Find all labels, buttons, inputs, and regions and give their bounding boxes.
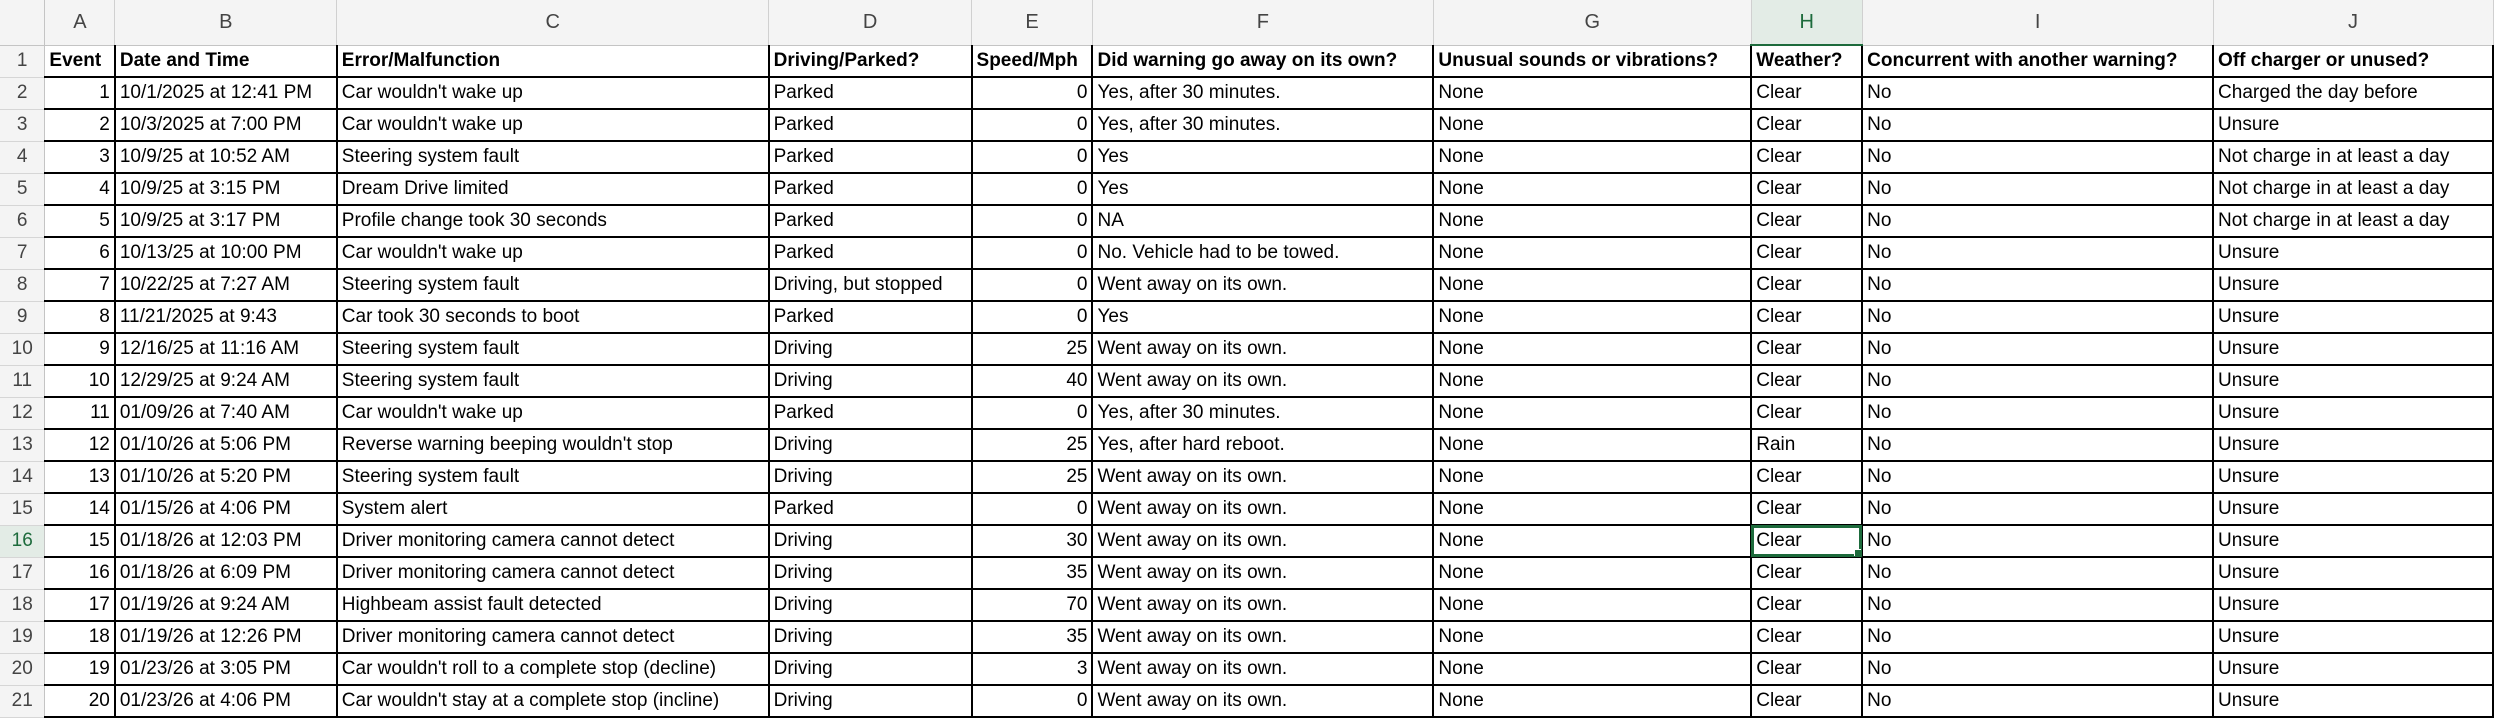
cell[interactable]: Clear [1751, 461, 1862, 493]
cell[interactable]: 2 [45, 109, 115, 141]
cell[interactable]: None [1433, 77, 1751, 109]
cell[interactable]: Driver monitoring camera cannot detect [337, 525, 769, 557]
header-cell[interactable]: Off charger or unused? [2213, 45, 2493, 77]
cell[interactable]: Not charge in at least a day [2213, 141, 2493, 173]
cell[interactable]: 01/10/26 at 5:20 PM [115, 461, 337, 493]
row-header[interactable]: 18 [0, 589, 45, 621]
cell[interactable]: None [1433, 301, 1751, 333]
cell[interactable]: Clear [1751, 685, 1862, 717]
cell[interactable]: Dream Drive limited [337, 173, 769, 205]
cell[interactable]: 13 [45, 461, 115, 493]
row-header[interactable]: 20 [0, 653, 45, 685]
cell[interactable]: Unsure [2213, 237, 2493, 269]
cell[interactable]: Clear [1751, 173, 1862, 205]
row-header[interactable]: 4 [0, 141, 45, 173]
header-cell[interactable]: Driving/Parked? [769, 45, 972, 77]
cell[interactable]: Driving [769, 557, 972, 589]
cell[interactable]: Parked [769, 493, 972, 525]
cell[interactable]: 1 [45, 77, 115, 109]
cell[interactable]: 10/3/2025 at 7:00 PM [115, 109, 337, 141]
cell[interactable]: Went away on its own. [1092, 621, 1433, 653]
cell[interactable]: Went away on its own. [1092, 525, 1433, 557]
column-header-a[interactable]: A [45, 0, 115, 45]
row-header[interactable]: 17 [0, 557, 45, 589]
row-header[interactable]: 15 [0, 493, 45, 525]
cell[interactable]: Unsure [2213, 653, 2493, 685]
table-row [0, 141, 2493, 173]
cell[interactable]: Unsure [2213, 557, 2493, 589]
header-row [0, 45, 2493, 77]
table-row [0, 653, 2493, 685]
cell[interactable]: Clear [1751, 557, 1862, 589]
cell[interactable]: 6 [45, 237, 115, 269]
cell[interactable]: Steering system fault [337, 461, 769, 493]
row-header[interactable]: 2 [0, 77, 45, 109]
table-row [0, 173, 2493, 205]
cell[interactable]: 25 [972, 429, 1093, 461]
cell[interactable]: 10/22/25 at 7:27 AM [115, 269, 337, 301]
cell[interactable]: 17 [45, 589, 115, 621]
cell[interactable]: Went away on its own. [1092, 653, 1433, 685]
column-header-e[interactable]: E [972, 0, 1093, 45]
cell[interactable]: Went away on its own. [1092, 365, 1433, 397]
table-row [0, 301, 2493, 333]
cell[interactable]: Unsure [2213, 109, 2493, 141]
cell[interactable]: Steering system fault [337, 269, 769, 301]
cell[interactable]: Yes, after hard reboot. [1092, 429, 1433, 461]
header-cell[interactable]: Concurrent with another warning? [1862, 45, 2213, 77]
cell[interactable]: Driving [769, 333, 972, 365]
row-header[interactable]: 13 [0, 429, 45, 461]
cell[interactable]: Clear [1751, 141, 1862, 173]
cell[interactable]: Clear [1751, 397, 1862, 429]
cell[interactable]: Yes [1092, 173, 1433, 205]
cell[interactable]: 01/19/26 at 9:24 AM [115, 589, 337, 621]
cell[interactable]: 10/13/25 at 10:00 PM [115, 237, 337, 269]
grid-body [0, 45, 2493, 717]
cell[interactable]: No [1862, 141, 2213, 173]
cell[interactable]: Charged the day before [2213, 77, 2493, 109]
cell[interactable]: 7 [45, 269, 115, 301]
column-header-c[interactable]: C [337, 0, 769, 45]
cell[interactable]: Yes [1092, 301, 1433, 333]
cell[interactable]: 0 [972, 237, 1093, 269]
cell[interactable]: 35 [972, 557, 1093, 589]
cell[interactable]: 35 [972, 621, 1093, 653]
cell[interactable]: 25 [972, 333, 1093, 365]
cell[interactable]: 8 [45, 301, 115, 333]
cell[interactable]: Parked [769, 397, 972, 429]
row-header[interactable]: 10 [0, 333, 45, 365]
row-header[interactable]: 3 [0, 109, 45, 141]
cell[interactable]: Driver monitoring camera cannot detect [337, 621, 769, 653]
cell[interactable]: 01/10/26 at 5:06 PM [115, 429, 337, 461]
cell[interactable]: Went away on its own. [1092, 269, 1433, 301]
cell[interactable]: None [1433, 653, 1751, 685]
cell[interactable]: Unsure [2213, 429, 2493, 461]
cell[interactable]: None [1433, 365, 1751, 397]
cell[interactable]: Driving [769, 621, 972, 653]
cell[interactable]: 12/29/25 at 9:24 AM [115, 365, 337, 397]
row-header[interactable]: 14 [0, 461, 45, 493]
cell[interactable]: Car took 30 seconds to boot [337, 301, 769, 333]
cell[interactable]: 01/18/26 at 12:03 PM [115, 525, 337, 557]
cell[interactable]: Parked [769, 237, 972, 269]
cell[interactable]: 01/09/26 at 7:40 AM [115, 397, 337, 429]
cell[interactable]: 19 [45, 653, 115, 685]
cell[interactable]: Unsure [2213, 333, 2493, 365]
cell[interactable]: No [1862, 77, 2213, 109]
cell[interactable]: Went away on its own. [1092, 461, 1433, 493]
row-header[interactable]: 7 [0, 237, 45, 269]
cell[interactable]: 0 [972, 77, 1093, 109]
cell[interactable]: Unsure [2213, 269, 2493, 301]
cell[interactable]: Went away on its own. [1092, 685, 1433, 717]
table-row [0, 685, 2493, 717]
cell[interactable]: No [1862, 109, 2213, 141]
cell[interactable]: Parked [769, 173, 972, 205]
cell[interactable]: No [1862, 173, 2213, 205]
table-row [0, 333, 2493, 365]
cell[interactable]: Clear [1751, 109, 1862, 141]
cell[interactable]: Went away on its own. [1092, 589, 1433, 621]
cell[interactable]: Steering system fault [337, 333, 769, 365]
cell[interactable]: Clear [1751, 621, 1862, 653]
cell[interactable]: No [1862, 461, 2213, 493]
row-header[interactable]: 1 [0, 45, 45, 77]
cell[interactable]: 15 [45, 525, 115, 557]
cell[interactable]: No [1862, 333, 2213, 365]
cell[interactable]: Yes, after 30 minutes. [1092, 109, 1433, 141]
cell[interactable]: Driver monitoring camera cannot detect [337, 557, 769, 589]
cell[interactable]: Driving, but stopped [769, 269, 972, 301]
cell[interactable]: Clear [1751, 653, 1862, 685]
cell[interactable]: None [1433, 237, 1751, 269]
cell[interactable]: 9 [45, 333, 115, 365]
cell[interactable]: 4 [45, 173, 115, 205]
cell[interactable]: Car wouldn't stay at a complete stop (incline) [337, 685, 769, 717]
cell[interactable]: Unsure [2213, 525, 2493, 557]
table-row [0, 397, 2493, 429]
row-header[interactable]: 5 [0, 173, 45, 205]
table-row [0, 269, 2493, 301]
cell[interactable]: System alert [337, 493, 769, 525]
cell[interactable]: 12 [45, 429, 115, 461]
row-header[interactable]: 19 [0, 621, 45, 653]
cell[interactable]: No [1862, 557, 2213, 589]
cell[interactable]: Car wouldn't wake up [337, 237, 769, 269]
cell[interactable]: None [1433, 525, 1751, 557]
cell[interactable]: Parked [769, 205, 972, 237]
cell[interactable]: None [1433, 397, 1751, 429]
cell[interactable]: Car wouldn't wake up [337, 109, 769, 141]
cell[interactable]: Yes, after 30 minutes. [1092, 77, 1433, 109]
cell[interactable]: No [1862, 365, 2213, 397]
cell[interactable]: Unsure [2213, 397, 2493, 429]
cell[interactable]: None [1433, 269, 1751, 301]
cell[interactable]: Rain [1751, 429, 1862, 461]
cell[interactable]: None [1433, 333, 1751, 365]
cell[interactable]: NA [1092, 205, 1433, 237]
cell[interactable]: Clear [1751, 333, 1862, 365]
cell[interactable]: Steering system fault [337, 365, 769, 397]
cell[interactable]: Unsure [2213, 685, 2493, 717]
cell[interactable]: 70 [972, 589, 1093, 621]
cell[interactable]: Unsure [2213, 301, 2493, 333]
cell[interactable]: No [1862, 205, 2213, 237]
cell[interactable]: Unsure [2213, 621, 2493, 653]
header-cell[interactable]: Did warning go away on its own? [1092, 45, 1433, 77]
cell[interactable]: 0 [972, 493, 1093, 525]
cell[interactable]: None [1433, 493, 1751, 525]
cell[interactable]: No. Vehicle had to be towed. [1092, 237, 1433, 269]
cell[interactable]: None [1433, 461, 1751, 493]
row-header[interactable]: 8 [0, 269, 45, 301]
column-header-j[interactable]: J [2213, 0, 2493, 45]
header-cell[interactable]: Error/Malfunction [337, 45, 769, 77]
cell[interactable]: Went away on its own. [1092, 333, 1433, 365]
cell[interactable]: Parked [769, 77, 972, 109]
header-cell[interactable]: Unusual sounds or vibrations? [1433, 45, 1751, 77]
table-row [0, 109, 2493, 141]
cell[interactable]: 10/9/25 at 3:15 PM [115, 173, 337, 205]
column-header-g[interactable]: G [1433, 0, 1751, 45]
cell[interactable]: 12/16/25 at 11:16 AM [115, 333, 337, 365]
table-row [0, 429, 2493, 461]
table-row [0, 589, 2493, 621]
cell[interactable]: Parked [769, 301, 972, 333]
table-row [0, 365, 2493, 397]
row-header[interactable]: 21 [0, 685, 45, 717]
column-header-i[interactable]: I [1862, 0, 2213, 45]
cell[interactable]: No [1862, 653, 2213, 685]
table-row [0, 237, 2493, 269]
cell[interactable]: 0 [972, 685, 1093, 717]
cell[interactable]: Unsure [2213, 365, 2493, 397]
cell[interactable]: 3 [45, 141, 115, 173]
cell[interactable]: No [1862, 685, 2213, 717]
cell[interactable]: No [1862, 525, 2213, 557]
cell[interactable]: Clear [1751, 205, 1862, 237]
row-header[interactable]: 16 [0, 525, 45, 557]
cell[interactable]: Yes, after 30 minutes. [1092, 397, 1433, 429]
cell[interactable]: No [1862, 269, 2213, 301]
cell[interactable]: 01/19/26 at 12:26 PM [115, 621, 337, 653]
column-header-d[interactable]: D [769, 0, 972, 45]
header-cell[interactable]: Date and Time [115, 45, 337, 77]
row-header[interactable]: 11 [0, 365, 45, 397]
cell[interactable]: 10/9/25 at 10:52 AM [115, 141, 337, 173]
cell[interactable]: Steering system fault [337, 141, 769, 173]
cell[interactable]: 5 [45, 205, 115, 237]
table-row [0, 461, 2493, 493]
cell[interactable]: Profile change took 30 seconds [337, 205, 769, 237]
cell[interactable]: 01/15/26 at 4:06 PM [115, 493, 337, 525]
cell[interactable]: 10/1/2025 at 12:41 PM [115, 77, 337, 109]
header-cell[interactable]: Weather? [1751, 45, 1862, 77]
column-header-h[interactable]: H [1751, 0, 1862, 45]
table-row [0, 205, 2493, 237]
cell[interactable]: Unsure [2213, 493, 2493, 525]
cell[interactable]: Car wouldn't wake up [337, 397, 769, 429]
cell[interactable]: Clear [1751, 301, 1862, 333]
cell[interactable]: None [1433, 589, 1751, 621]
cell[interactable]: 0 [972, 301, 1093, 333]
cell[interactable]: None [1433, 429, 1751, 461]
cell[interactable]: No [1862, 429, 2213, 461]
header-cell[interactable]: Speed/Mph [972, 45, 1093, 77]
cell[interactable]: None [1433, 205, 1751, 237]
cell[interactable]: Clear [1751, 493, 1862, 525]
cell[interactable]: 0 [972, 397, 1093, 429]
cell[interactable]: No [1862, 621, 2213, 653]
cell[interactable]: Clear [1751, 525, 1862, 557]
cell[interactable]: No [1862, 493, 2213, 525]
cell[interactable]: Car wouldn't roll to a complete stop (decline) [337, 653, 769, 685]
table-row [0, 493, 2493, 525]
cell[interactable]: 20 [45, 685, 115, 717]
cell[interactable]: Unsure [2213, 589, 2493, 621]
cell[interactable]: Clear [1751, 269, 1862, 301]
cell[interactable]: None [1433, 173, 1751, 205]
cell[interactable]: Parked [769, 109, 972, 141]
header-cell[interactable]: Event [45, 45, 115, 77]
table-row [0, 557, 2493, 589]
row-header[interactable]: 12 [0, 397, 45, 429]
cell[interactable]: Driving [769, 365, 972, 397]
cell[interactable]: Driving [769, 525, 972, 557]
cell[interactable]: 11 [45, 397, 115, 429]
cell[interactable]: Driving [769, 653, 972, 685]
cell[interactable]: 0 [972, 269, 1093, 301]
column-header-b[interactable]: B [115, 0, 337, 45]
cell[interactable]: 0 [972, 109, 1093, 141]
table-row [0, 77, 2493, 109]
cell[interactable]: Clear [1751, 365, 1862, 397]
cell[interactable]: Not charge in at least a day [2213, 173, 2493, 205]
table-row [0, 525, 2493, 557]
cell[interactable]: Clear [1751, 77, 1862, 109]
cell[interactable]: 0 [972, 173, 1093, 205]
cell[interactable]: None [1433, 557, 1751, 589]
cell[interactable]: Clear [1751, 589, 1862, 621]
select-all-corner[interactable] [0, 0, 45, 45]
cell[interactable]: 14 [45, 493, 115, 525]
cell[interactable]: 10/9/25 at 3:17 PM [115, 205, 337, 237]
cell[interactable]: None [1433, 621, 1751, 653]
cell[interactable]: 3 [972, 653, 1093, 685]
cell[interactable]: 18 [45, 621, 115, 653]
column-header-row [0, 0, 2493, 45]
cell[interactable]: Driving [769, 461, 972, 493]
cell[interactable]: Went away on its own. [1092, 557, 1433, 589]
cell[interactable]: 01/23/26 at 4:06 PM [115, 685, 337, 717]
cell[interactable]: No [1862, 301, 2213, 333]
cell[interactable]: 25 [972, 461, 1093, 493]
row-header[interactable]: 9 [0, 301, 45, 333]
cell[interactable]: 10 [45, 365, 115, 397]
cell[interactable]: None [1433, 141, 1751, 173]
table-row [0, 621, 2493, 653]
cell[interactable]: Reverse warning beeping wouldn't stop [337, 429, 769, 461]
cell[interactable]: None [1433, 685, 1751, 717]
cell[interactable]: 40 [972, 365, 1093, 397]
cell[interactable]: 01/23/26 at 3:05 PM [115, 653, 337, 685]
row-header[interactable]: 6 [0, 205, 45, 237]
cell[interactable]: Driving [769, 589, 972, 621]
cell[interactable]: 11/21/2025 at 9:43 [115, 301, 337, 333]
cell[interactable]: Clear [1751, 237, 1862, 269]
cell[interactable]: 0 [972, 205, 1093, 237]
cell[interactable]: Not charge in at least a day [2213, 205, 2493, 237]
cell[interactable]: No [1862, 237, 2213, 269]
cell[interactable]: Yes [1092, 141, 1433, 173]
cell[interactable]: Driving [769, 429, 972, 461]
cell[interactable]: Car wouldn't wake up [337, 77, 769, 109]
cell[interactable]: Parked [769, 141, 972, 173]
cell[interactable]: No [1862, 589, 2213, 621]
cell[interactable]: Driving [769, 685, 972, 717]
cell[interactable]: Highbeam assist fault detected [337, 589, 769, 621]
cell[interactable]: 30 [972, 525, 1093, 557]
cell[interactable]: None [1433, 109, 1751, 141]
cell[interactable]: 16 [45, 557, 115, 589]
cell[interactable]: Went away on its own. [1092, 493, 1433, 525]
cell[interactable]: 01/18/26 at 6:09 PM [115, 557, 337, 589]
column-header-f[interactable]: F [1092, 0, 1433, 45]
cell[interactable]: No [1862, 397, 2213, 429]
cell[interactable]: Unsure [2213, 461, 2493, 493]
cell[interactable]: 0 [972, 141, 1093, 173]
